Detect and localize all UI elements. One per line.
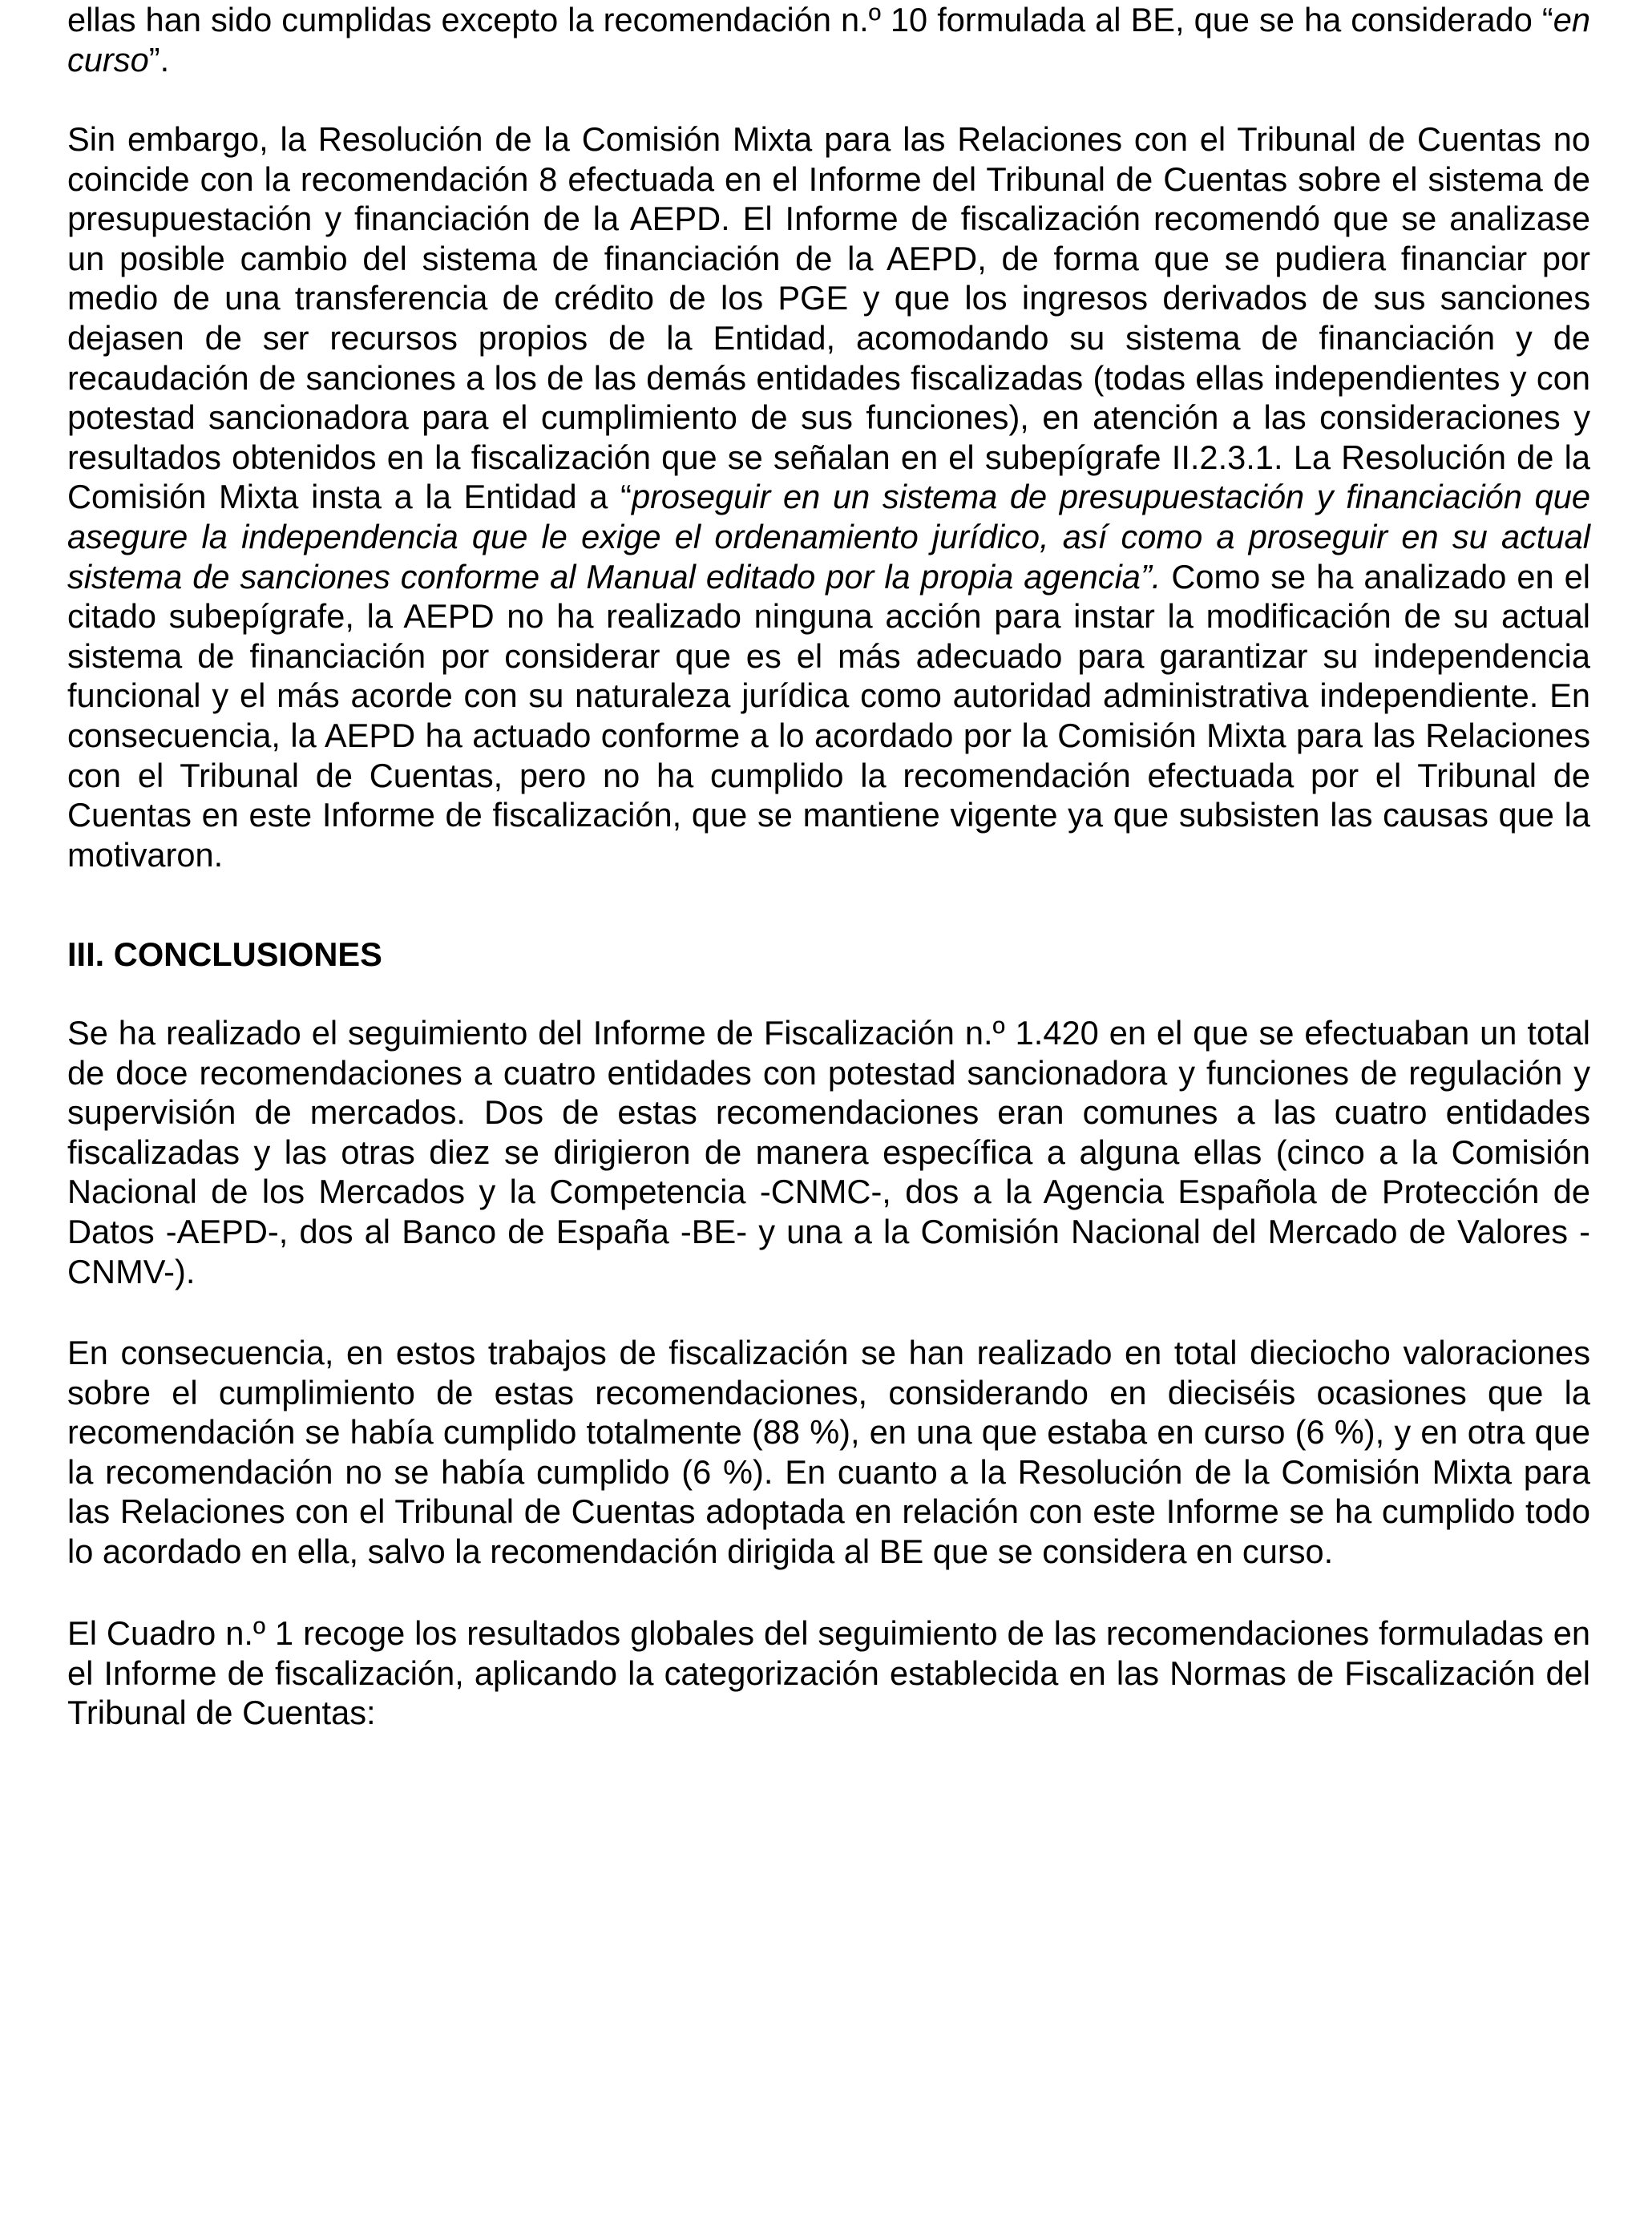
cuadro-paragraph: El Cuadro n.º 1 recoge los resultados globales del seguimiento de las recomendaciones formuladas en el Informe de fiscalización, aplicando la categorización establecida en las Normas de Fiscalización del Tribunal de Cuentas: <box>67 1614 1590 1732</box>
consecuencia-paragraph: En consecuencia, en estos trabajos de fiscalización se han realizado en total dieciocho valoraciones sobre el cumplimiento de estas recomendaciones, considerando en dieciséis ocasiones que la recomendación se había cumplido totalmente (88 %), en una que estaba en curso (6 %), y en otra que la recomendación no se había cumplido (6 %). En cuanto a la Resolución de la Comisión Mixta para las Relaciones con el Tribunal de Cuentas adoptada en relación con este Informe se ha cumplido todo lo acordado en ella, salvo la recomendación dirigida al BE que se considera en curso. <box>67 1334 1590 1570</box>
section-heading-conclusiones: III. CONCLUSIONES <box>67 935 382 973</box>
resolucion-italic-quote: proseguir en un sistema de presupuestación y financiación que asegure la independencia que le exige el ordenamiento jurídico, así como a proseguir en su actual sistema de sanciones conforme al Manual editado por la propia agencia”. <box>67 478 1590 596</box>
intro-italic: en curso <box>67 1 1590 79</box>
seguimiento-paragraph: Se ha realizado el seguimiento del Informe de Fiscalización n.º 1.420 en el que se efectuaban un total de doce recomendaciones a cuatro entidades con potestad sancionadora y funciones de regulación y supervisión de mercados. Dos de estas recomendaciones eran comunes a las cuatro entidades fiscalizadas y las otras diez se dirigieron de manera específica a alguna ellas (cinco a la Comisión Nacional de los Mercados y la Competencia -CNMC-, dos a la Agencia Española de Protección de Datos -AEPD-, dos al Banco de España -BE- y una a la Comisión Nacional del Mercado de Valores -CNMV-). <box>67 1014 1590 1290</box>
intro-paragraph <box>67 0 1590 79</box>
resolucion-part2: Como se ha analizado en el citado subepígrafe, la AEPD no ha realizado ninguna acción para instar la modificación de su actual sistema de financiación por considerar que es el más adecuado para garantizar su independencia funcional y el más acorde con su naturaleza jurídica como autoridad administrativa independiente. En consecuencia, la AEPD ha actuado conforme a lo acordado por la Comisión Mixta para las Relaciones con el Tribunal de Cuentas, pero no ha cumplido la recomendación efectuada por el Tribunal de Cuentas en este Informe de fiscalización, que se mantiene vigente ya que subsisten las causas que la motivaron. <box>67 557 1590 874</box>
resolucion-paragraph <box>67 119 1590 874</box>
intro-close-quote: ”. <box>148 40 170 79</box>
intro-text: ellas han sido cumplidas excepto la recomendación n.º 10 formulada al BE, que se ha considerado <box>67 1 1542 38</box>
intro-open-quote: “ <box>1541 1 1553 38</box>
resolucion-part1: Sin embargo, la Resolución de la Comisión Mixta para las Relaciones con el Tribunal de Cuentas no coincide con la recomendación 8 efectuada en el Informe del Tribunal de Cuentas sobre el sistema de presupuestación y financiación de la AEPD. El Informe de fiscalización recomendó que se analizase un posible cambio del sistema de financiación de la AEPD, de forma que se pudiera financiar por medio de una transferencia de crédito de los PGE y que los ingresos derivados de sus sanciones dejasen de ser recursos propios de la Entidad, acomodando su sistema de financiación y de recaudación de sanciones a los de las demás entidades fiscalizadas (todas ellas independientes y con potestad sancionadora para el cumplimiento de sus funciones), en atención a las consideraciones y resultados obtenidos en la fiscalización que se señalan en el subepígrafe II.2.3.1. La Resolución de la Comisión Mixta insta a la Entidad a “ <box>67 120 1590 516</box>
